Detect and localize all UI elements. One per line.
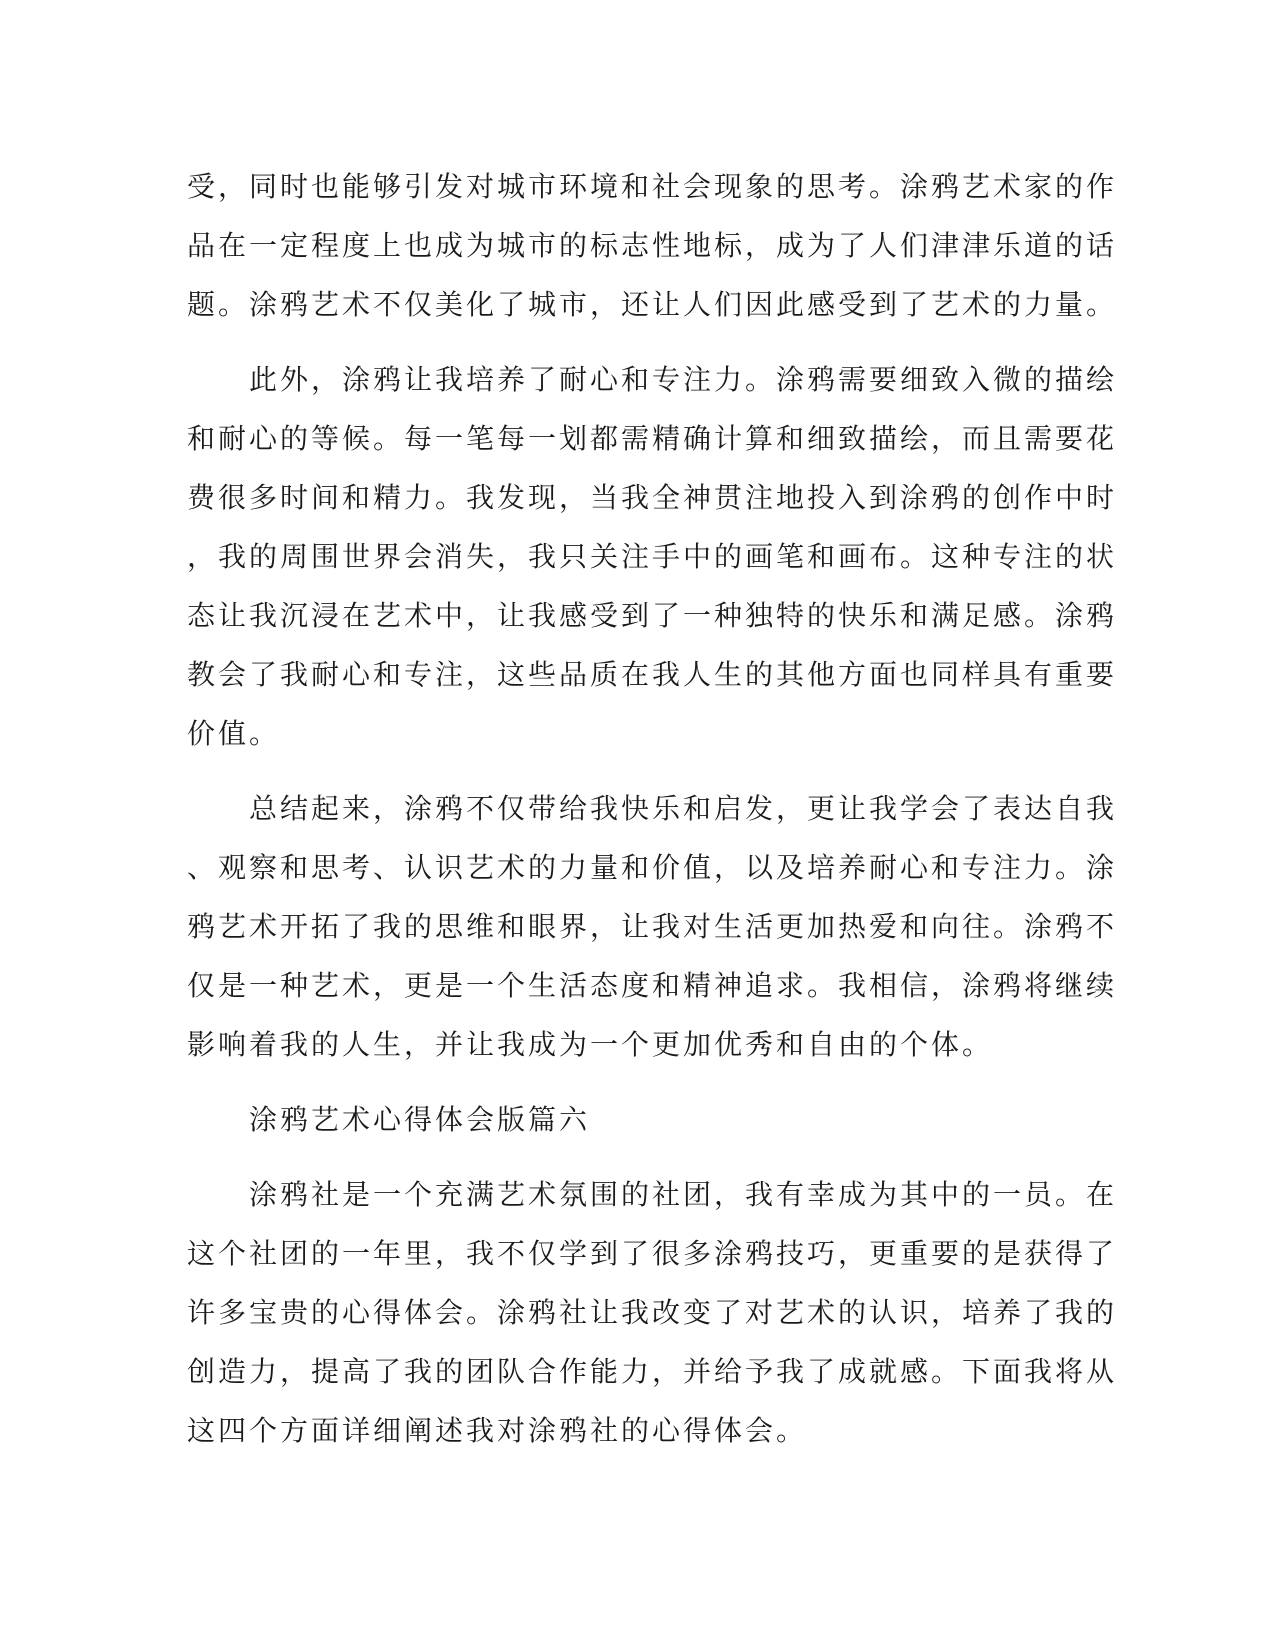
paragraph-graffiti-club [187,1165,1118,1460]
text-line: 、观察和思考、认识艺术的力量和价值，以及培养耐心和专注力。涂 [187,851,1118,884]
text-line: 这四个方面详细阐述我对涂鸦社的心得体会。 [187,1414,808,1447]
paragraph-gap [187,1149,1067,1165]
text-line: 费很多时间和精力。我发现，当我全神贯注地投入到涂鸦的创作中时 [187,481,1118,514]
paragraph-gap [187,334,1067,350]
paragraph-patience-focus [187,350,1118,763]
text-line: 此外，涂鸦让我培养了耐心和专注力。涂鸦需要细致入微的描绘 [187,363,1118,396]
section-heading [187,1090,1067,1149]
text-line: 态让我沉浸在艺术中，让我感受到了一种独特的快乐和满足感。涂鸦 [187,599,1118,632]
text-line: 影响着我的人生，并让我成为一个更加优秀和自由的个体。 [187,1028,994,1061]
text-line: 价值。 [187,717,281,750]
text-line: 涂鸦社是一个充满艺术氛围的社团，我有幸成为其中的一员。在 [187,1178,1118,1211]
section-title: 涂鸦艺术心得体会版篇六 [187,1103,591,1136]
text-line: 受，同时也能够引发对城市环境和社会现象的思考。涂鸦艺术家的作 [187,170,1118,203]
paragraph-gap [187,1074,1067,1090]
text-line: 教会了我耐心和专注，这些品质在我人生的其他方面也同样具有重要 [187,658,1118,691]
text-line: 这个社团的一年里，我不仅学到了很多涂鸦技巧，更重要的是获得了 [187,1237,1118,1270]
text-line: 总结起来，涂鸦不仅带给我快乐和启发，更让我学会了表达自我 [187,792,1118,825]
text-line: 创造力，提高了我的团队合作能力，并给予我了成就感。下面我将从 [187,1355,1118,1388]
text-line: 仅是一种艺术，更是一个生活态度和精神追求。我相信，涂鸦将继续 [187,969,1118,1002]
text-line: 品在一定程度上也成为城市的标志性地标，成为了人们津津乐道的话 [187,229,1118,262]
text-line: ，我的周围世界会消失，我只关注手中的画笔和画布。这种专注的状 [187,540,1118,573]
text-line: 和耐心的等候。每一笔每一划都需精确计算和细致描绘，而且需要花 [187,422,1118,455]
paragraph-summary [187,779,1118,1074]
paragraph-gap [187,763,1067,779]
paragraph-city-landmark [187,157,1118,334]
text-line: 许多宝贵的心得体会。涂鸦社让我改变了对艺术的认识，培养了我的 [187,1296,1118,1329]
document-body [187,157,1118,1460]
text-line: 鸦艺术开拓了我的思维和眼界，让我对生活更加热爱和向往。涂鸦不 [187,910,1118,943]
text-line: 题。涂鸦艺术不仅美化了城市，还让人们因此感受到了艺术的力量。 [187,288,1118,321]
